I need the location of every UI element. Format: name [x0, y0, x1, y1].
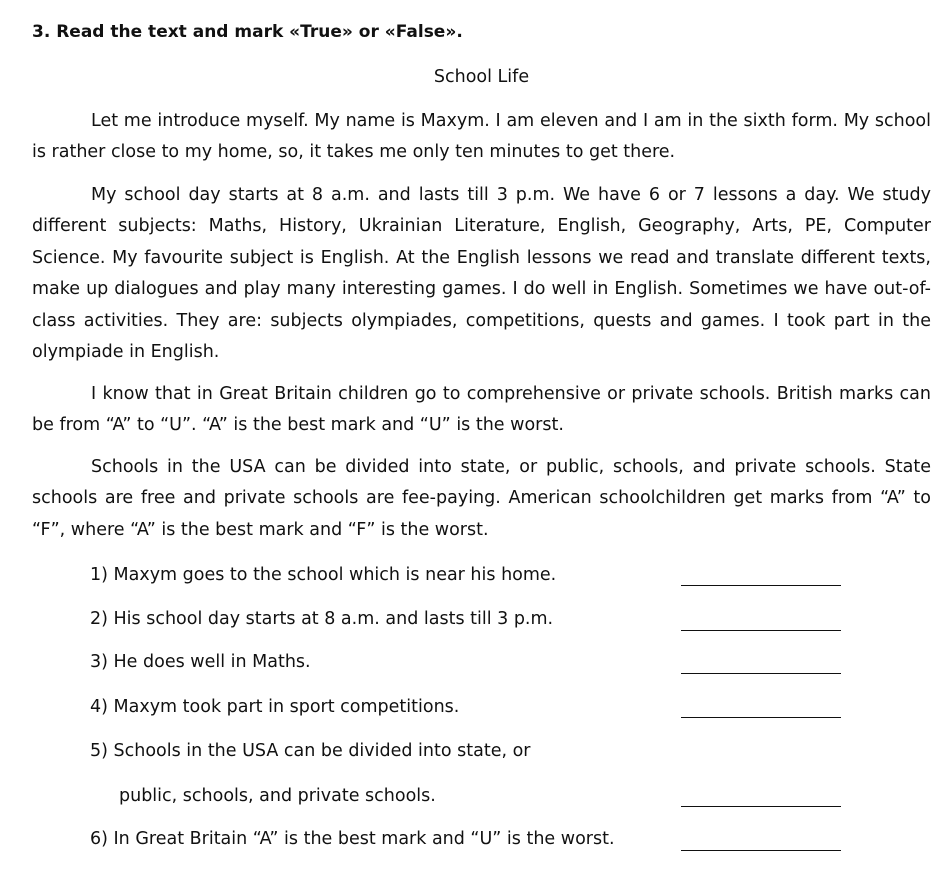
text-title: School Life [433, 67, 530, 87]
statement-5-continued: public, schools, and private schools. [119, 786, 436, 806]
paragraph-great-britain: I know that in Great Britain children go to comprehensive or private schools. British marks can be from “A” to “U”. “A” is the best mark and “U” is the worst. [32, 384, 931, 436]
statement-2: 2) His school day starts at 8 a.m. and lasts till 3 p.m. [90, 609, 554, 629]
statement-6: 6) In Great Britain “A” is the best mark and “U” is the worst. [90, 829, 615, 849]
statement-3: 3) He does well in Maths. [90, 652, 311, 672]
answer-line-6[interactable] [681, 850, 841, 851]
statement-4: 4) Maxym took part in sport competitions. [90, 697, 460, 717]
paragraph-school-day: My school day starts at 8 a.m. and lasts till 3 p.m. We have 6 or 7 lessons a day. We study different subjects: Maths, History, Ukrainian Literature, English, Geography, Arts, PE, Computer Science. My favourite subject is English. At the English lessons we read and translate different texts, make up dialogues and play many interesting games. I do well in English. Sometimes we have out-of-class activities. They are: subjects olympiades, competitions, quests and games. I took part in the olympiade in English. [32, 185, 931, 363]
answer-line-4[interactable] [681, 717, 841, 718]
statement-1: 1) Maxym goes to the school which is near his home. [90, 565, 557, 585]
answer-line-1[interactable] [681, 585, 841, 586]
answer-line-5[interactable] [681, 806, 841, 807]
statement-5: 5) Schools in the USA can be divided into state, or [90, 741, 531, 761]
task-heading: 3. Read the text and mark «True» or «False». [32, 22, 463, 42]
answer-line-2[interactable] [681, 630, 841, 631]
paragraph-usa: Schools in the USA can be divided into state, or public, schools, and private schools. State schools are free and private schools are fee-paying. American schoolchildren get marks from “A” to “F”, where “A” is the best mark and “F” is the worst. [32, 457, 931, 540]
paragraph-introduction: Let me introduce myself. My name is Maxym. I am eleven and I am in the sixth form. My school is rather close to my home, so, it takes me only ten minutes to get there. [32, 111, 931, 163]
answer-line-3[interactable] [681, 673, 841, 674]
